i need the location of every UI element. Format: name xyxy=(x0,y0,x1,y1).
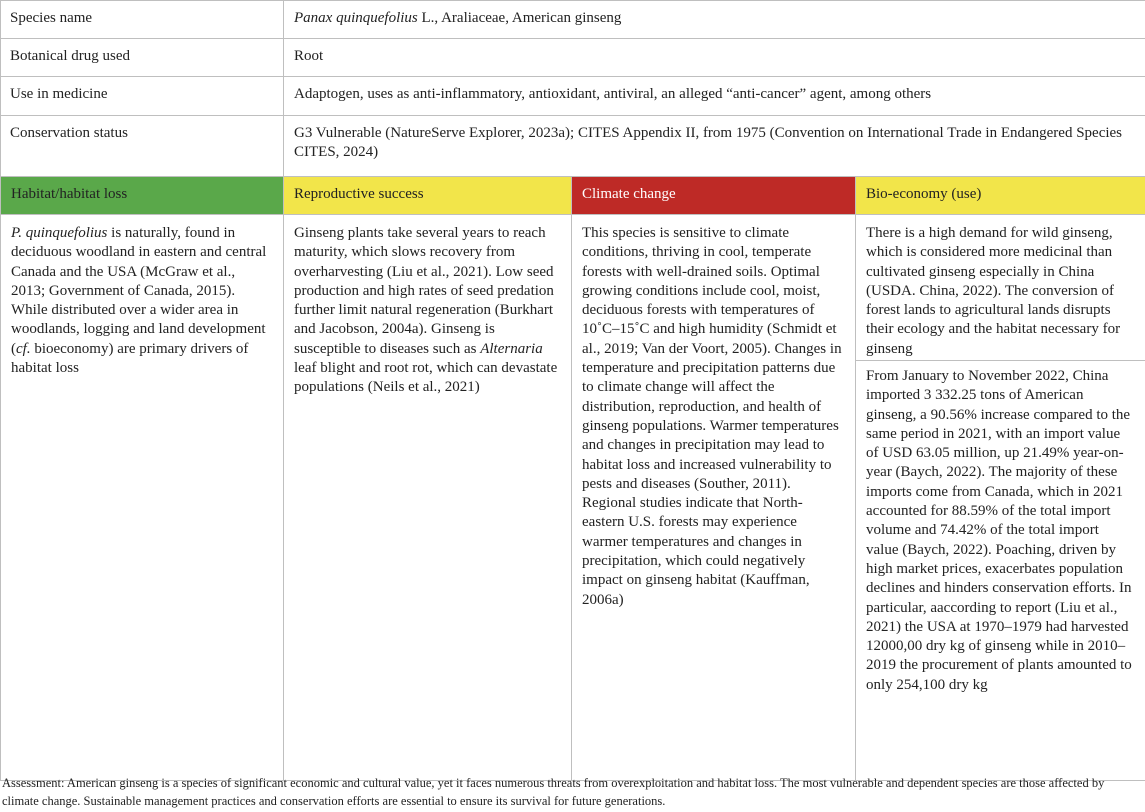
reproductive-text-1: Ginseng plants take several years to reach maturity, which slows recovery from overharvesting (Liu et al., 2021). Low seed production and high rates of seed predation further limit natural regeneration (Burkhart and Jacobson, 2004a). Ginseng is susceptible to diseases such as xyxy=(294,225,554,357)
bioeconomy-header: Bio-economy (use) xyxy=(856,177,1145,215)
species-name-value xyxy=(284,1,1145,39)
bioeconomy-demand-text: There is a high demand for wild ginseng, which is considered more medicinal than cultivated ginseng especially in China (USDA. China, 2022). The conversion of forest lands to agricultural lands disrupts their ecology and the habitat necessary for ginseng xyxy=(856,215,1145,361)
medicine-use-value: Adaptogen, uses as anti-inflammatory, antioxidant, antiviral, an alleged “anti-cancer” agent, among others xyxy=(284,77,1145,116)
habitat-cell xyxy=(1,215,284,781)
threat-detail-row xyxy=(1,215,1145,781)
habitat-text-1: is naturally, found in deciduous woodland in eastern and central Canada and the USA (McGraw et al., 2013; Government of Canada, 2015). While distributed over a wider area in woodlands, logging and land development ( xyxy=(11,225,267,357)
bioeconomy-split xyxy=(856,215,1145,701)
species-name-row xyxy=(1,1,1145,39)
assessment-note: Assessment: American ginseng is a species of significant economic and cultural value, yet it faces numerous threats from overexploitation and habitat loss. The most vulnerable and dependent species are those affected by climate change. Sustainable management practices and conservation efforts are essential to ensure its survival for future generations. xyxy=(2,776,1105,808)
botanical-drug-value: Root xyxy=(284,39,1145,77)
reproductive-text-2: leaf blight and root rot, which can devastate populations (Neils et al., 2021) xyxy=(294,360,558,396)
reproductive-cell xyxy=(284,215,572,781)
climate-header: Climate change xyxy=(572,177,856,215)
habitat-text-2: bioeconomy) are primary drivers of habitat loss xyxy=(11,340,249,377)
reproductive-header: Reproductive success xyxy=(284,177,572,215)
reproductive-italic: Alternaria xyxy=(480,340,543,357)
species-latin-name: Panax quinquefolius xyxy=(294,10,418,26)
climate-cell: This species is sensitive to climate conditions, thriving in cool, temperate forests with well-drained soils. Optimal growing conditions include cool, moist, deciduous forests with temperatures of 10˚C–15˚C and high humidity (Schmidt et al., 2019; Van der Voort, 2005). Changes in temperature and precipitation patterns due to climate change will affect the distribution, reproduction, and health of ginseng populations. Warmer temperatures and changes in precipitation may lead to habitat loss and increased vulnerability to pests and diseases (Souther, 2011). Regional studies indicate that North-eastern U.S. forests may experience warmer temperatures and changes in precipitation, which could negatively impact on ginseng habitat (Kauffman, 2006a) xyxy=(572,215,856,781)
medicine-use-label: Use in medicine xyxy=(1,77,284,116)
bioeconomy-import-text: From January to November 2022, China imported 3 332.25 tons of American ginseng, a 90.56% increase compared to the same period in 2021, with an import value of USD 63.05 million, up 21.49% year-on-year (Baych, 2022). The majority of these imports come from Canada, which in 2021 accounted for 88.59% of the total import volume and 74.42% of the total import value (Baych, 2022). Poaching, driven by high market prices, exacerbates population declines and hinders conservation efforts. In particular, aaccording to report (Liu et al., 2021) the USA at 1970–1979 had harvested 12000,00 dry kg of ginseng while in 2010–2019 the procurement of plants amounted to only 254,100 dry kg xyxy=(866,368,1132,693)
threat-header-row xyxy=(1,177,1145,215)
conservation-status-row xyxy=(1,116,1145,177)
botanical-drug-label: Botanical drug used xyxy=(1,39,284,77)
species-name-label: Species name xyxy=(1,1,284,39)
habitat-header: Habitat/habitat loss xyxy=(1,177,284,215)
conservation-status-value: G3 Vulnerable (NatureServe Explorer, 2023a); CITES Appendix II, from 1975 (Convention on International Trade in Endangered Species CITES, 2024) xyxy=(284,116,1145,177)
habitat-cf-italic: cf. xyxy=(16,340,31,357)
species-name-rest: L., Araliaceae, American ginseng xyxy=(417,10,622,26)
medicine-use-row xyxy=(1,77,1145,116)
conservation-status-label: Conservation status xyxy=(1,116,284,177)
habitat-species-italic: P. quinquefolius xyxy=(11,225,108,241)
botanical-drug-row xyxy=(1,39,1145,77)
bioeconomy-cell xyxy=(856,215,1145,781)
